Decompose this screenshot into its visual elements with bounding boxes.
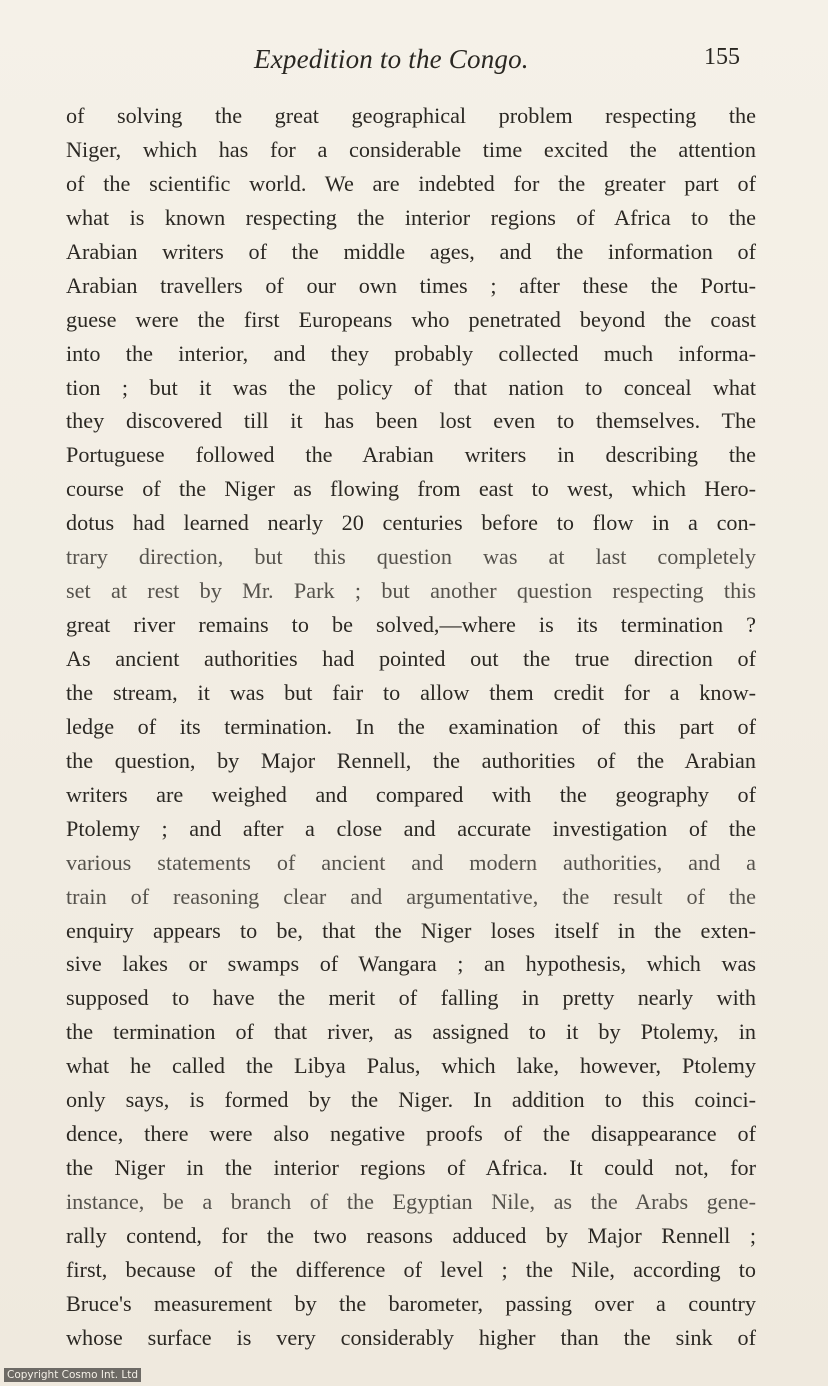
text-line: first, because of the difference of level ; the Nile, according to xyxy=(66,1256,756,1282)
text-line: Niger, which has for a considerable time excited the attention xyxy=(66,136,756,162)
text-line: enquiry appears to be, that the Niger loses itself in the exten- xyxy=(66,917,756,943)
text-line: Arabian writers of the middle ages, and the information of xyxy=(66,238,756,264)
text-line: ledge of its termination. In the examination of this part of xyxy=(66,713,756,739)
text-line: various statements of ancient and modern authorities, and a xyxy=(66,849,756,875)
text-line: Arabian travellers of our own times ; after these the Portu- xyxy=(66,272,756,298)
text-line: of solving the great geographical problem respecting the xyxy=(66,103,756,128)
text-line: instance, be a branch of the Egyptian Nile, as the Arabs gene- xyxy=(66,1189,756,1214)
text-line: train of reasoning clear and argumentative, the result of the xyxy=(66,883,756,909)
text-line: great river remains to be solved,—where is its termination ? xyxy=(66,612,756,638)
text-line: the termination of that river, as assigned to it by Ptolemy, in xyxy=(66,1019,756,1045)
text-line: whose surface is very considerably higher than the sink of xyxy=(66,1324,756,1350)
text-line: of the scientific world. We are indebted for the greater part of xyxy=(66,170,756,196)
text-line: they discovered till it has been lost even to themselves. The xyxy=(66,408,756,434)
text-line: sive lakes or swamps of Wangara ; an hypothesis, which was xyxy=(66,951,756,977)
running-head xyxy=(66,44,746,80)
text-line: course of the Niger as flowing from east to west, which Hero- xyxy=(66,476,756,502)
text-line: Ptolemy ; and after a close and accurate investigation of the xyxy=(66,815,756,841)
text-line: what he called the Libya Palus, which lake, however, Ptolemy xyxy=(66,1053,756,1079)
text-line: guese were the first Europeans who penetrated beyond the coast xyxy=(66,306,756,332)
text-line: the stream, it was but fair to allow them credit for a know- xyxy=(66,679,756,705)
page-number: 155 xyxy=(704,44,740,70)
text-line: Portuguese followed the Arabian writers in describing the xyxy=(66,442,756,468)
text-line: Bruce's measurement by the barometer, passing over a country xyxy=(66,1290,756,1316)
text-line: set at rest by Mr. Park ; but another question respecting this xyxy=(66,578,756,604)
text-line: into the interior, and they probably collected much informa- xyxy=(66,340,756,366)
text-line: supposed to have the merit of falling in pretty nearly with xyxy=(66,985,756,1011)
text-line: tion ; but it was the policy of that nation to conceal what xyxy=(66,374,756,400)
text-line: rally contend, for the two reasons adduced by Major Rennell ; xyxy=(66,1222,756,1248)
text-line: the question, by Major Rennell, the authorities of the Arabian xyxy=(66,747,756,773)
text-line: dotus had learned nearly 20 centuries before to flow in a con- xyxy=(66,510,756,536)
body-text xyxy=(66,99,756,1355)
text-line: writers are weighed and compared with the geography of xyxy=(66,781,756,807)
text-line: only says, is formed by the Niger. In addition to this coinci- xyxy=(66,1087,756,1113)
text-line: dence, there were also negative proofs of the disappearance of xyxy=(66,1121,756,1147)
text-line: the Niger in the interior regions of Africa. It could not, for xyxy=(66,1155,756,1181)
copyright-notice: Copyright Cosmo Int. Ltd xyxy=(4,1368,141,1382)
text-line: what is known respecting the interior regions of Africa to the xyxy=(66,204,756,230)
text-line: trary direction, but this question was at last completely xyxy=(66,544,756,570)
text-line: As ancient authorities had pointed out the true direction of xyxy=(66,646,756,671)
running-title: Expedition to the Congo. xyxy=(254,44,529,74)
